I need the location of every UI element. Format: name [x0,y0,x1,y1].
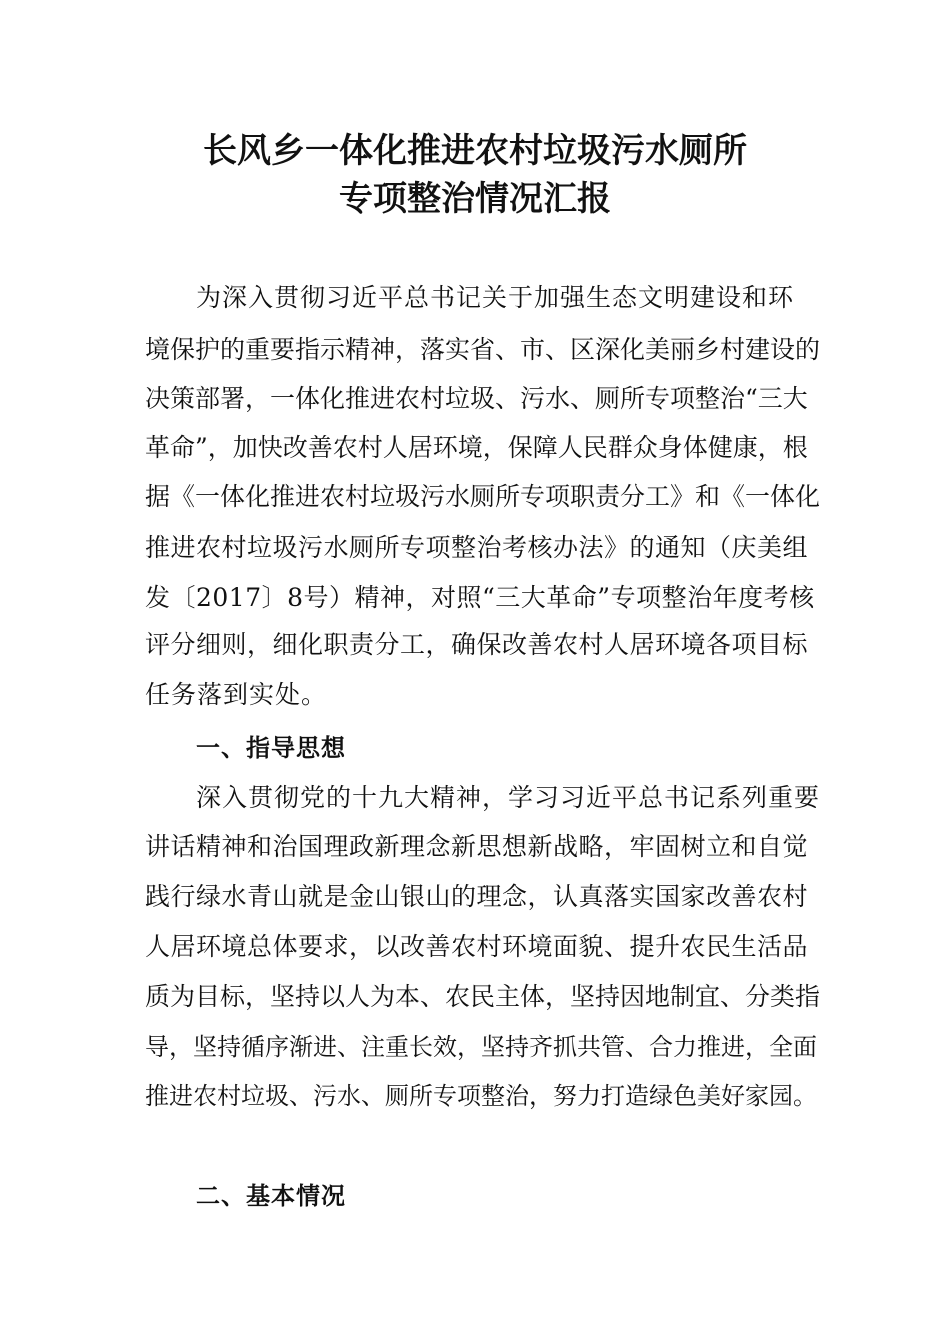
section1-line: 讲话精神和治国理政新理念新思想新战略，牢固树立和自觉 [145,832,809,861]
section-heading-basic-situation: 二、基本情况 [196,1182,346,1210]
section-heading-guiding-ideology: 一、指导思想 [196,734,346,762]
section1-line: 人居环境总体要求，以改善农村环境面貌、提升农民生活品 [145,932,809,961]
section1-line: 质为目标，坚持以人为本、农民主体，坚持因地制宜、分类指 [145,982,821,1011]
intro-line: 评分细则，细化职责分工，确保改善农村人居环境各项目标 [145,630,809,659]
intro-line: 据《一体化推进农村垃圾污水厕所专项职责分工》和《一体化 [145,482,821,511]
section1-line: 践行绿水青山就是金山银山的理念，认真落实国家改善农村 [145,882,809,911]
intro-line: 为深入贯彻习近平总书记关于加强生态文明建设和环 [196,283,795,312]
section1-line: 推进农村垃圾、污水、厕所专项整治，努力打造绿色美好家园。 [145,1082,817,1110]
section1-line: 深入贯彻党的十九大精神，学习习近平总书记系列重要 [196,783,821,812]
intro-line: 发〔2017〕8号）精神，对照“三大革命”专项整治年度考核 [145,583,815,612]
document-title-line-1: 长风乡一体化推进农村垃圾污水厕所 [203,131,747,171]
intro-line: 决策部署，一体化推进农村垃圾、污水、厕所专项整治“三大 [145,384,808,413]
intro-line: 任务落到实处。 [145,680,328,709]
intro-line: 推进农村垃圾污水厕所专项整治考核办法》的通知（庆美组 [145,533,809,562]
document-title-line-2: 专项整治情况汇报 [339,179,611,219]
intro-line: 境保护的重要指示精神，落实省、市、区深化美丽乡村建设的 [145,335,821,364]
section1-line: 导，坚持循序渐进、注重长效，坚持齐抓共管、合力推进，全面 [145,1033,817,1061]
intro-line: 革命”，加快改善农村人居环境，保障人民群众身体健康，根 [145,433,808,462]
